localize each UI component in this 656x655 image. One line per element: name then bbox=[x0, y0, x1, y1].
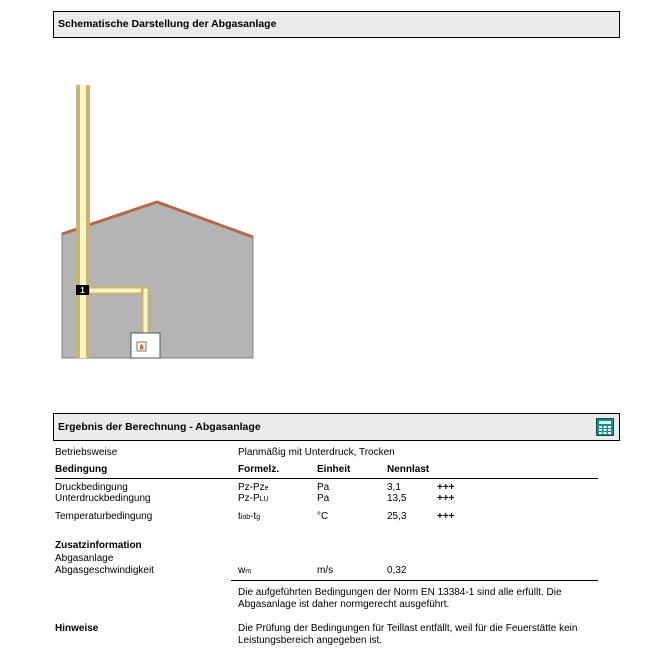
col-header-bedingung: Bedingung bbox=[55, 464, 108, 475]
zusatz-sub: Abgasanlage bbox=[55, 553, 114, 564]
zusatz-formula: wm bbox=[238, 565, 252, 576]
row-status: +++ bbox=[437, 511, 455, 522]
betriebsweise-value: Planmäßig mit Unterdruck, Trocken bbox=[238, 447, 395, 458]
zusatz-unit: m/s bbox=[317, 565, 334, 576]
calculator-icon[interactable] bbox=[596, 418, 614, 436]
row-unit: °C bbox=[317, 511, 329, 522]
hinweise-label: Hinweise bbox=[55, 623, 99, 634]
row-unit: Pa bbox=[317, 482, 330, 493]
col-header-einheit: Einheit bbox=[317, 464, 351, 475]
header-rule bbox=[55, 478, 598, 479]
row-formula: Pz-Pze bbox=[238, 482, 269, 493]
col-header-nennlast: Nennlast bbox=[387, 464, 430, 475]
conclusion-text: Die aufgeführten Bedingungen der Norm EN 13384-1 sind alle erfüllt. Die Abgasanlage ist daher normgerecht ausgeführt. bbox=[238, 587, 562, 610]
row-value: 3,1 bbox=[387, 482, 401, 493]
row-status: +++ bbox=[437, 482, 455, 493]
row-unit: Pa bbox=[317, 493, 330, 504]
col-header-formel: Formelz. bbox=[238, 464, 280, 475]
schematic-section-header bbox=[53, 11, 620, 38]
row-formula: Pz-PLU bbox=[238, 493, 269, 504]
hinweise-text: Die Prüfung der Bedingungen für Teillast entfällt, weil für die Feuerstätte kein Leistungsbereich angegeben ist. bbox=[238, 623, 578, 646]
result-title: Ergebnis der Berechnung - Abgasanlage bbox=[58, 421, 261, 433]
result-section-header bbox=[53, 413, 620, 441]
row-label: Druckbedingung bbox=[55, 482, 128, 493]
row-formula: tiob-tg bbox=[238, 511, 261, 522]
zusatz-label: Abgasgeschwindigkeit bbox=[55, 565, 154, 576]
section-marker-label: 1 bbox=[80, 286, 85, 295]
zusatz-title: Zusatzinformation bbox=[55, 540, 142, 551]
conclusion-rule bbox=[231, 580, 598, 581]
row-status: +++ bbox=[437, 493, 455, 504]
zusatz-value: 0,32 bbox=[387, 565, 407, 576]
chimney-schematic bbox=[53, 80, 263, 365]
row-label: Temperaturbedingung bbox=[55, 511, 153, 522]
schematic-title: Schematische Darstellung der Abgasanlage bbox=[58, 18, 277, 30]
row-value: 25,3 bbox=[387, 511, 407, 522]
row-label: Unterdruckbedingung bbox=[55, 493, 151, 504]
betriebsweise-label: Betriebsweise bbox=[55, 447, 118, 458]
row-value: 13,5 bbox=[387, 493, 407, 504]
